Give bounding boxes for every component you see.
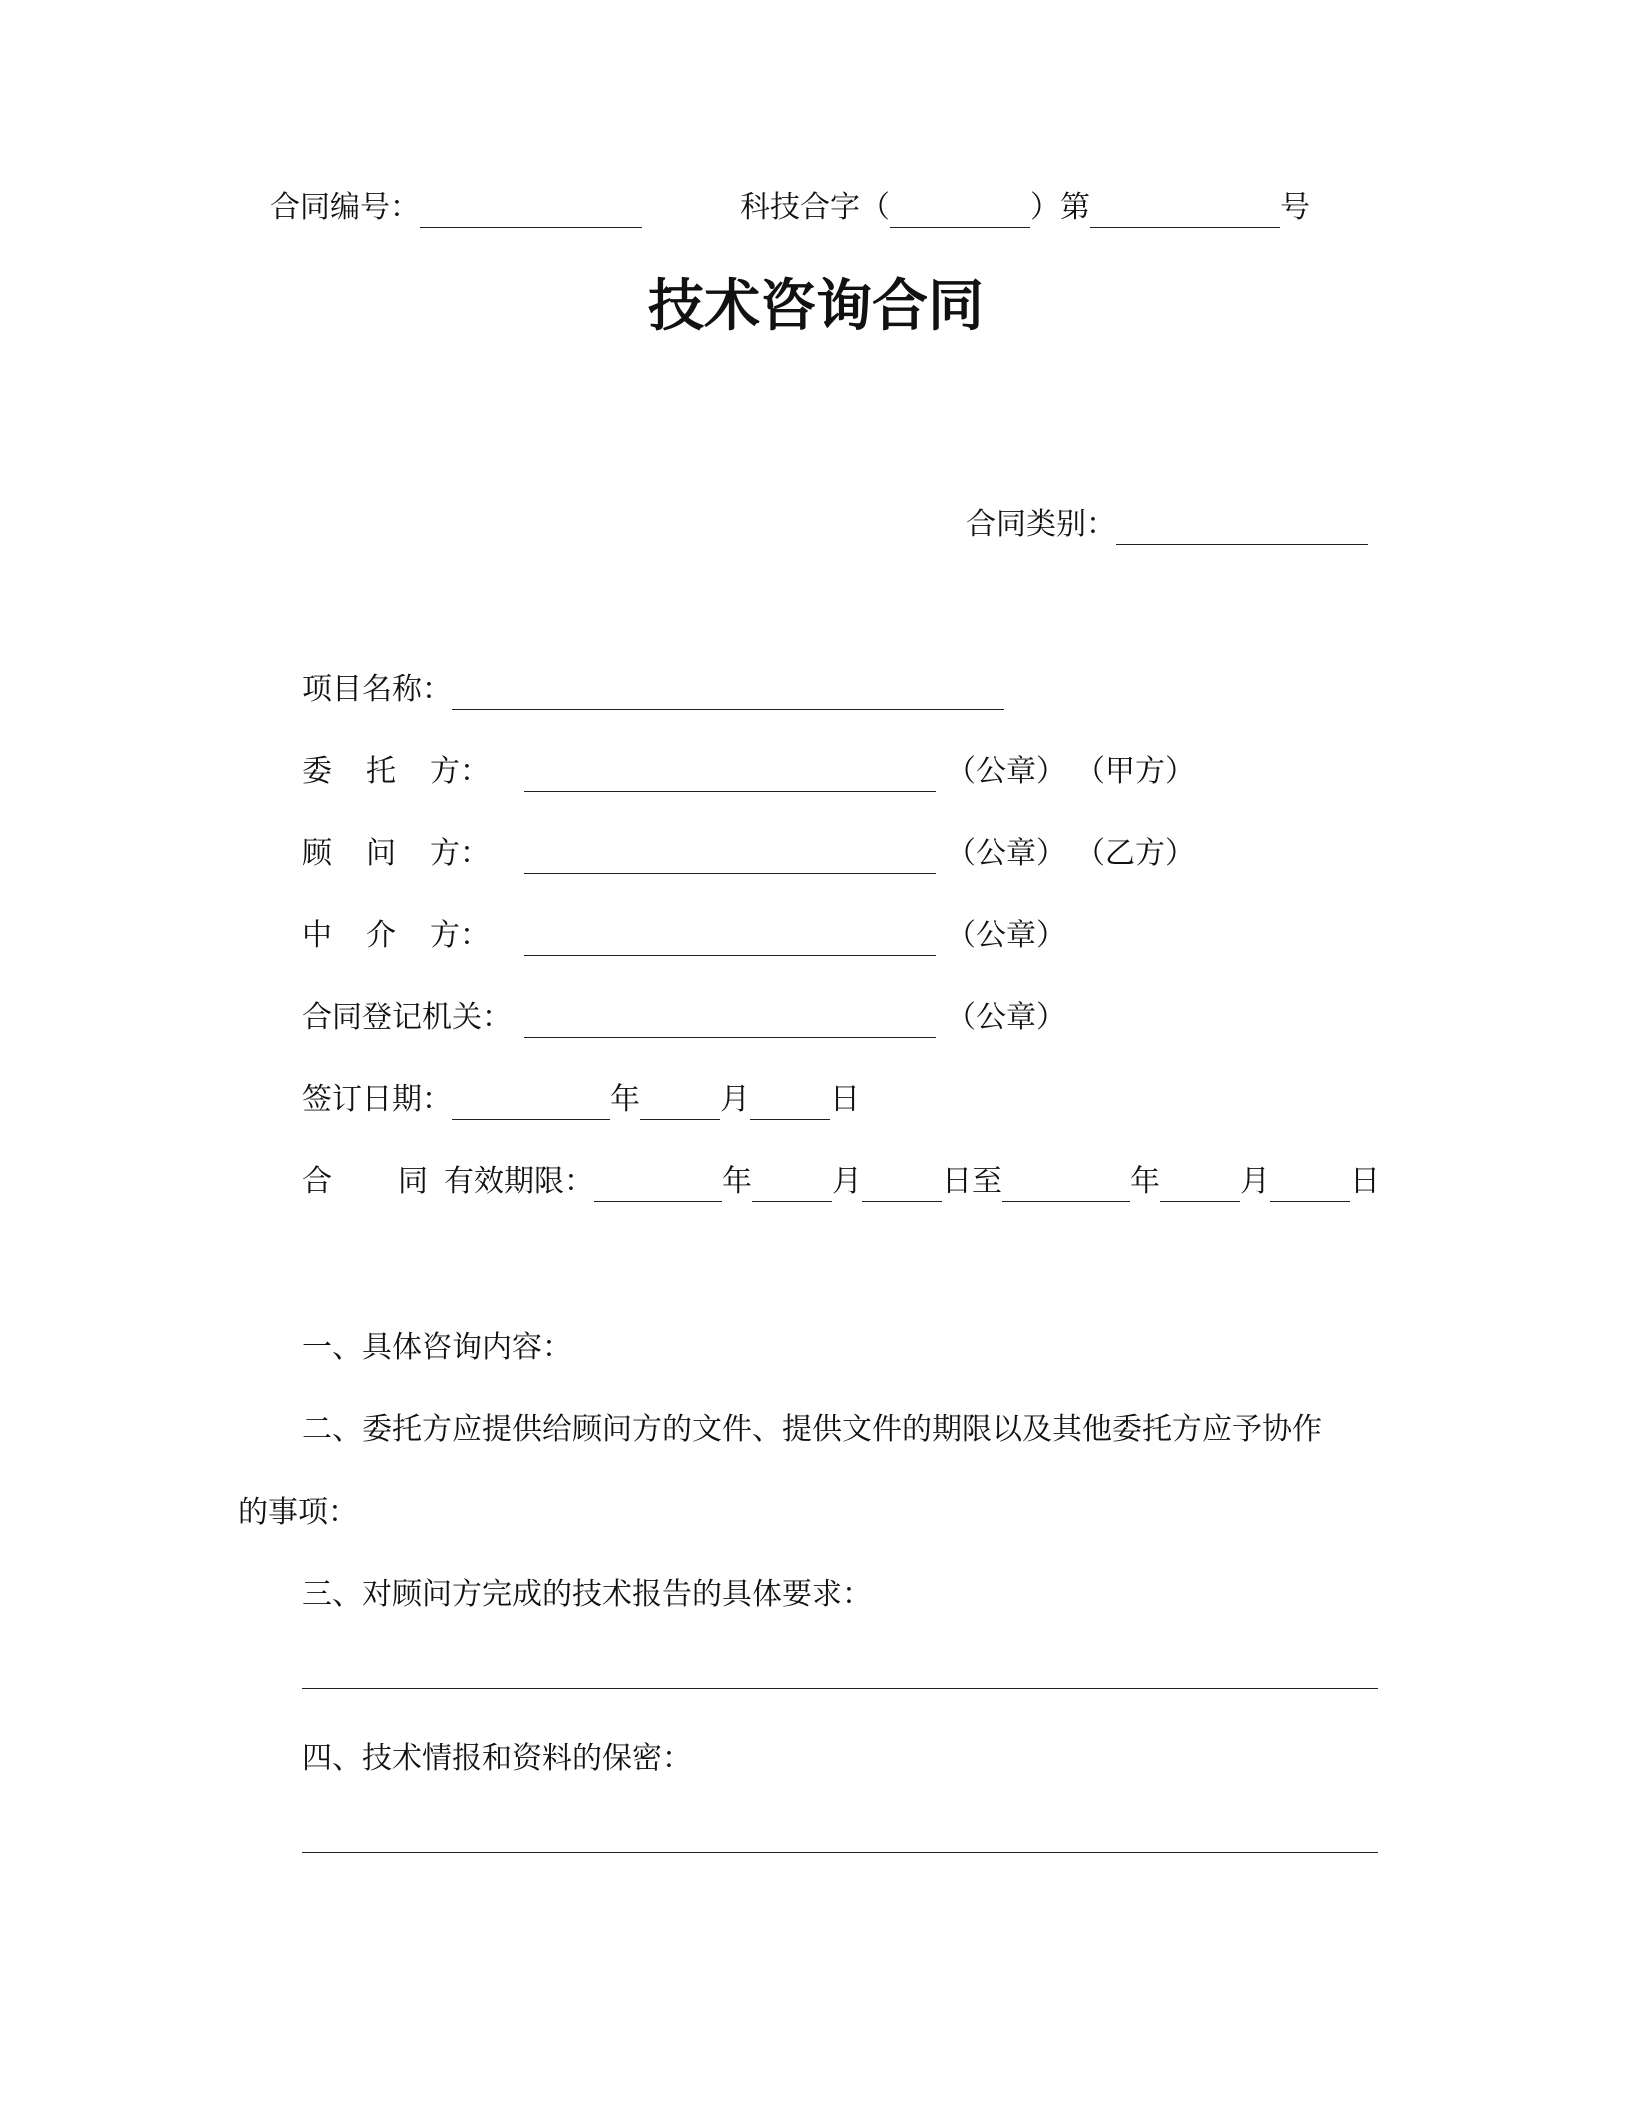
registry-row — [302, 998, 1066, 1038]
tech-code-label: 科技合字（ — [740, 190, 890, 225]
validity-start-month-label: 月 — [832, 1164, 862, 1199]
validity-day-to-label: 日至 — [942, 1164, 1002, 1199]
tech-contract-code-row — [740, 188, 1310, 228]
validity-end-month-label: 月 — [1240, 1164, 1270, 1199]
validity-end-month-blank[interactable] — [1160, 1167, 1240, 1202]
intermediary-blank[interactable] — [524, 921, 936, 956]
consultant-seal: （公章） — [946, 836, 1066, 871]
section-2-heading-line-1: 二、委托方应提供给顾问方的文件、提供文件的期限以及其他委托方应予协作 — [302, 1412, 1322, 1447]
validity-end-year-label: 年 — [1130, 1164, 1160, 1199]
contract-number-blank[interactable] — [420, 193, 642, 228]
intermediary-row — [302, 916, 1066, 956]
tech-code-number-blank[interactable] — [1090, 193, 1280, 228]
intermediary-char-3: 方： — [430, 918, 490, 953]
section-3-answer-line[interactable] — [302, 1688, 1378, 1689]
intermediary-seal: （公章） — [946, 918, 1066, 953]
validity-end-day-label: 日 — [1350, 1164, 1380, 1199]
section-1-heading: 一、具体咨询内容： — [302, 1330, 572, 1365]
client-char-1: 委 — [302, 754, 332, 789]
validity-row — [302, 1162, 1380, 1202]
section-2-heading-line-2: 的事项： — [238, 1495, 358, 1530]
validity-start-year-label: 年 — [722, 1164, 752, 1199]
client-row — [302, 752, 1195, 792]
page-title: 技术咨询合同 — [648, 274, 984, 339]
project-name-row — [302, 670, 1004, 710]
validity-start-year-blank[interactable] — [594, 1167, 722, 1202]
registry-seal: （公章） — [946, 1000, 1066, 1035]
sign-year-label: 年 — [610, 1082, 640, 1117]
tech-code-blank[interactable] — [890, 193, 1030, 228]
contract-number-row — [270, 188, 642, 228]
consultant-row — [302, 834, 1195, 874]
party-a-label: （甲方） — [1090, 754, 1195, 789]
section-4-answer-line[interactable] — [302, 1852, 1378, 1853]
client-char-2: 托 — [366, 754, 396, 789]
sign-date-row — [302, 1080, 860, 1120]
sign-day-label: 日 — [830, 1082, 860, 1117]
section-4-heading: 四、技术情报和资料的保密： — [302, 1741, 692, 1776]
sign-date-label: 签订日期： — [302, 1082, 452, 1117]
registry-blank[interactable] — [524, 1003, 936, 1038]
consultant-blank[interactable] — [524, 839, 936, 874]
contract-number-label: 合同编号： — [270, 190, 420, 225]
registry-label: 合同登记机关： — [302, 1000, 512, 1035]
sign-month-label: 月 — [720, 1082, 750, 1117]
contract-category-blank[interactable] — [1116, 510, 1368, 545]
intermediary-char-1: 中 — [302, 918, 332, 953]
project-name-blank[interactable] — [452, 675, 1004, 710]
validity-start-day-blank[interactable] — [862, 1167, 942, 1202]
party-b-label: （乙方） — [1090, 836, 1195, 871]
validity-char-he: 合 — [302, 1164, 332, 1199]
client-blank[interactable] — [524, 757, 936, 792]
client-seal: （公章） — [946, 754, 1066, 789]
tech-code-hao: 号 — [1280, 190, 1310, 225]
consultant-char-2: 问 — [366, 836, 396, 871]
project-name-label: 项目名称： — [302, 672, 452, 707]
contract-category-row — [966, 505, 1368, 545]
intermediary-char-2: 介 — [366, 918, 396, 953]
tech-code-di: ）第 — [1030, 190, 1090, 225]
sign-year-blank[interactable] — [452, 1085, 610, 1120]
validity-end-year-blank[interactable] — [1002, 1167, 1130, 1202]
sign-month-blank[interactable] — [640, 1085, 720, 1120]
consultant-char-3: 方： — [430, 836, 490, 871]
contract-category-label: 合同类别： — [966, 507, 1116, 542]
consultant-char-1: 顾 — [302, 836, 332, 871]
client-char-3: 方： — [430, 754, 490, 789]
validity-char-tong: 同 — [398, 1164, 428, 1199]
sign-day-blank[interactable] — [750, 1085, 830, 1120]
validity-start-month-blank[interactable] — [752, 1167, 832, 1202]
section-3-heading: 三、对顾问方完成的技术报告的具体要求： — [302, 1577, 872, 1612]
validity-label: 有效期限： — [444, 1164, 594, 1199]
validity-end-day-blank[interactable] — [1270, 1167, 1350, 1202]
